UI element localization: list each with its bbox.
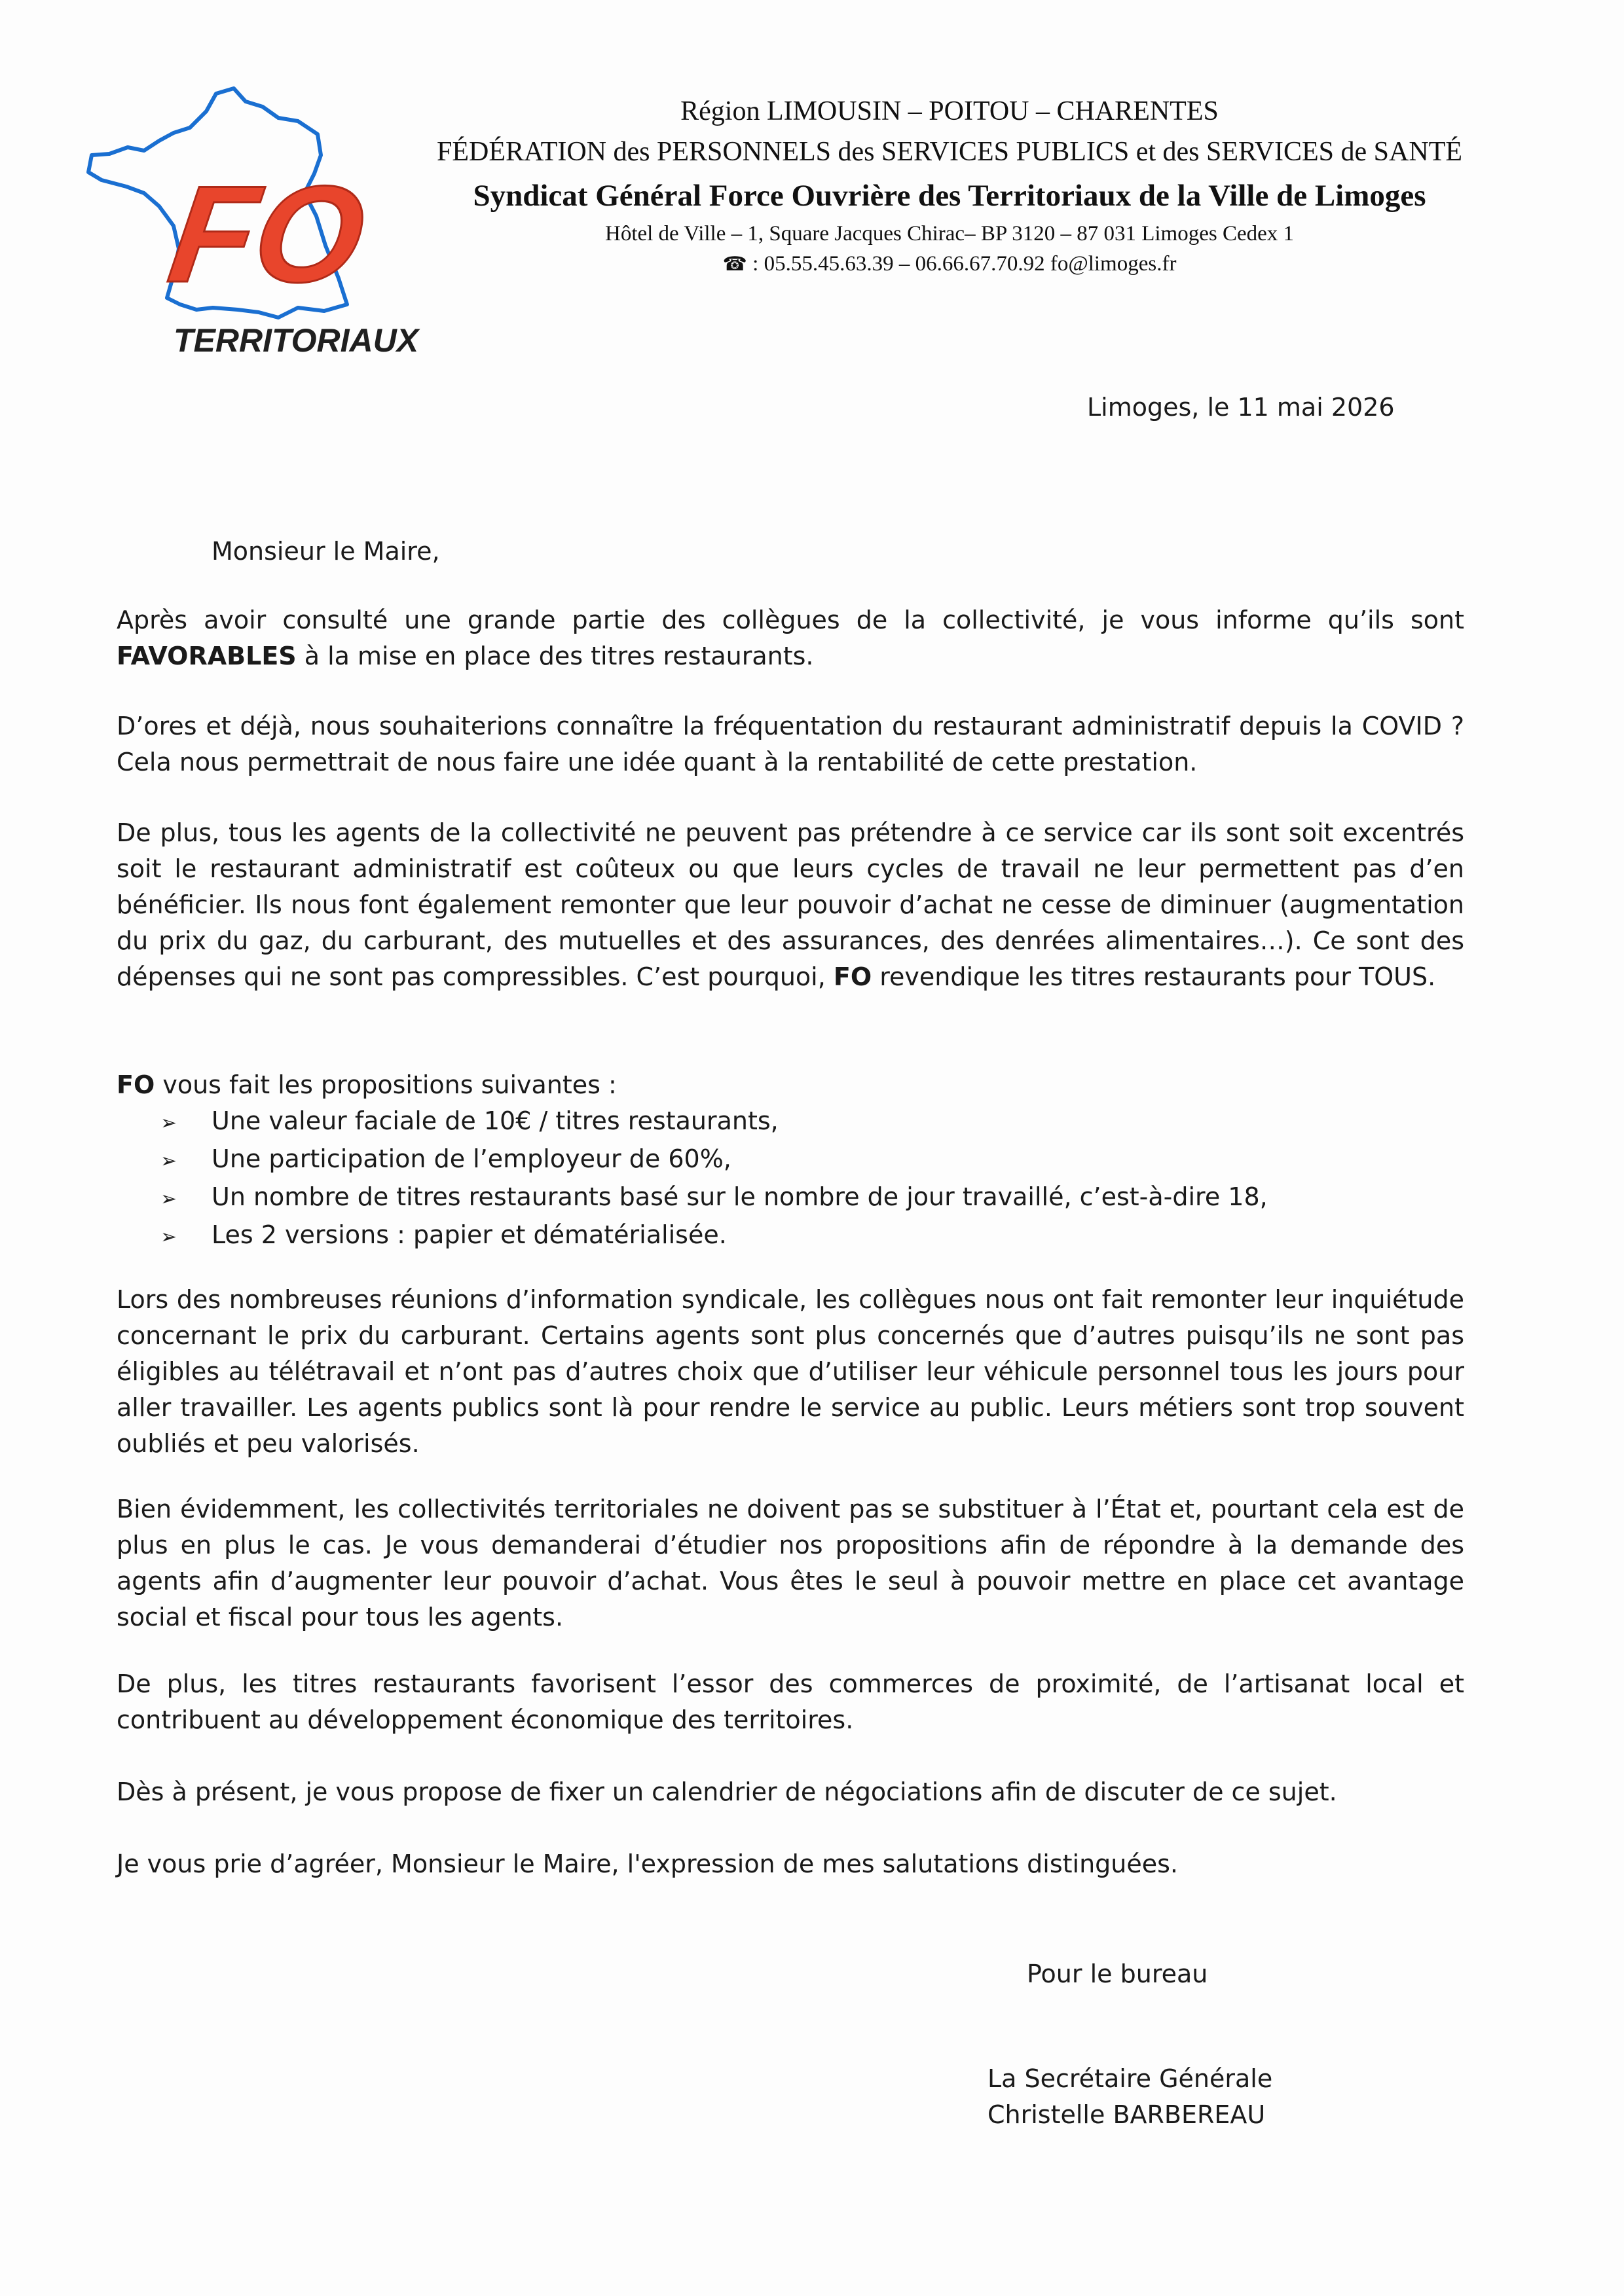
signature-block <box>987 2061 1272 2133</box>
signoff: Pour le bureau <box>1027 1959 1208 1988</box>
list-item-text: Une valeur faciale de 10€ / titres restaurants, <box>212 1106 779 1135</box>
list-item-text: Un nombre de titres restaurants basé sur le nombre de jour travaillé, c’est-à-dire 18, <box>212 1182 1268 1211</box>
address-line: Hôtel de Ville – 1, Square Jacques Chirac– BP 3120 – 87 031 Limoges Cedex 1 <box>604 222 1295 246</box>
phone-icon: ☎ <box>722 253 747 276</box>
paragraph-3-bold: FO <box>833 962 872 991</box>
list-item-text: Une participation de l’employeur de 60%, <box>212 1144 731 1173</box>
contact-line <box>354 249 1545 280</box>
arrow-bullet-icon: ➢ <box>160 1188 177 1211</box>
paragraph-1-text: Après avoir consulté une grande partie des collègues de la collectivité, je vous informe qu’ils sont <box>117 606 1464 634</box>
paragraph-6: Bien évidemment, les collectivités territoriales ne doivent pas se substituer à l’État et, pourtant cela est de plus en plus le cas. Je vous demanderai d’étudier nos propositions afin de répondre à la demande des agents afin d’augmenter leur pouvoir d’achat. Vous êtes le seul à pouvoir mettre en place cet avantage social et fiscal pour tous les agents. <box>117 1495 1464 1631</box>
region-line: Région LIMOUSIN – POITOU – CHARENTES <box>680 96 1219 126</box>
letterhead <box>354 92 1545 280</box>
paragraph-3-text: De plus, tous les agents de la collectivité ne peuvent pas prétendre à ce service car ils sont soit excentrés soit le restaurant administratif est coûteux ou que leurs cycles de travail ne leur permettent pas d’en bénéficier. Ils nous font également remonter que leur pouvoir d’achat ne cesse de diminuer (augmentation du prix du gaz, du carburant, des mutuelles et des assurances, des denrées alimentaires…). Ce sont des dépenses qui ne sont pas compressibles. C’est pourquoi, <box>117 818 1464 991</box>
paragraph-5: Lors des nombreuses réunions d’information syndicale, les collègues nous ont fait remonter leur inquiétude concernant le prix du carburant. Certains agents sont plus concernés que d’autres puisqu’ils ne sont pas éligibles au télétravail et n’ont pas d’autres choix que d’utiliser leur véhicule personnel tous les jours pour aller travailler. Les agents publics sont là pour rendre le service au public. Leurs métiers sont trop souvent oubliés et peu valorisés. <box>117 1285 1464 1458</box>
signatory-title: La Secrétaire Générale <box>987 2064 1273 2093</box>
propositions-intro-bold: FO <box>117 1070 155 1099</box>
list-item <box>160 1141 1268 1179</box>
list-item <box>160 1217 1268 1255</box>
paragraph-1 <box>117 602 1464 674</box>
propositions-list <box>160 1103 1268 1255</box>
paragraph-2: D’ores et déjà, nous souhaiterions connaître la fréquentation du restaurant administratif depuis la COVID ? Cela nous permettrait de nous faire une idée quant à la rentabilité de cette prestation. <box>117 712 1464 776</box>
paragraph-3-text-end: revendique les titres restaurants pour TOUS. <box>872 962 1436 991</box>
list-item <box>160 1179 1268 1217</box>
territoriaux-subtitle: TERRITORIAUX <box>174 322 419 359</box>
paragraph-7: De plus, les titres restaurants favorisent l’essor des commerces de proximité, de l’artisanat local et contribuent au développement économique des territoires. <box>117 1669 1464 1734</box>
paragraph-1-text-end: à la mise en place des titres restaurants. <box>296 642 814 670</box>
arrow-bullet-icon: ➢ <box>160 1150 177 1173</box>
propositions-intro <box>117 1067 617 1103</box>
paragraph-8: Dès à présent, je vous propose de fixer un calendrier de négociations afin de discuter de ce sujet. <box>117 1777 1337 1806</box>
propositions-intro-text: vous fait les propositions suivantes : <box>155 1070 617 1099</box>
arrow-bullet-icon: ➢ <box>160 1112 177 1135</box>
list-item <box>160 1103 1268 1141</box>
arrow-bullet-icon: ➢ <box>160 1226 177 1248</box>
signatory-name: Christelle BARBEREAU <box>987 2100 1266 2129</box>
federation-line: FÉDÉRATION des PERSONNELS des SERVICES PUBLICS et des SERVICES de SANTÉ <box>436 137 1463 167</box>
fo-acronym: FO <box>160 156 374 311</box>
salutation: Monsieur le Maire, <box>212 537 440 566</box>
contact-details: : 05.55.45.63.39 – 06.66.67.70.92 fo@limoges.fr <box>747 252 1177 276</box>
closing-formula: Je vous prie d’agréer, Monsieur le Maire, l'expression de mes salutations distinguées. <box>117 1850 1179 1878</box>
syndicat-line: Syndicat Général Force Ouvrière des Territoriaux de la Ville de Limoges <box>473 179 1426 213</box>
paragraph-3 <box>117 815 1464 995</box>
letter-date: Limoges, le 11 mai 2026 <box>1087 393 1395 422</box>
list-item-text: Les 2 versions : papier et dématérialisée. <box>212 1220 727 1249</box>
paragraph-1-bold: FAVORABLES <box>117 642 297 670</box>
